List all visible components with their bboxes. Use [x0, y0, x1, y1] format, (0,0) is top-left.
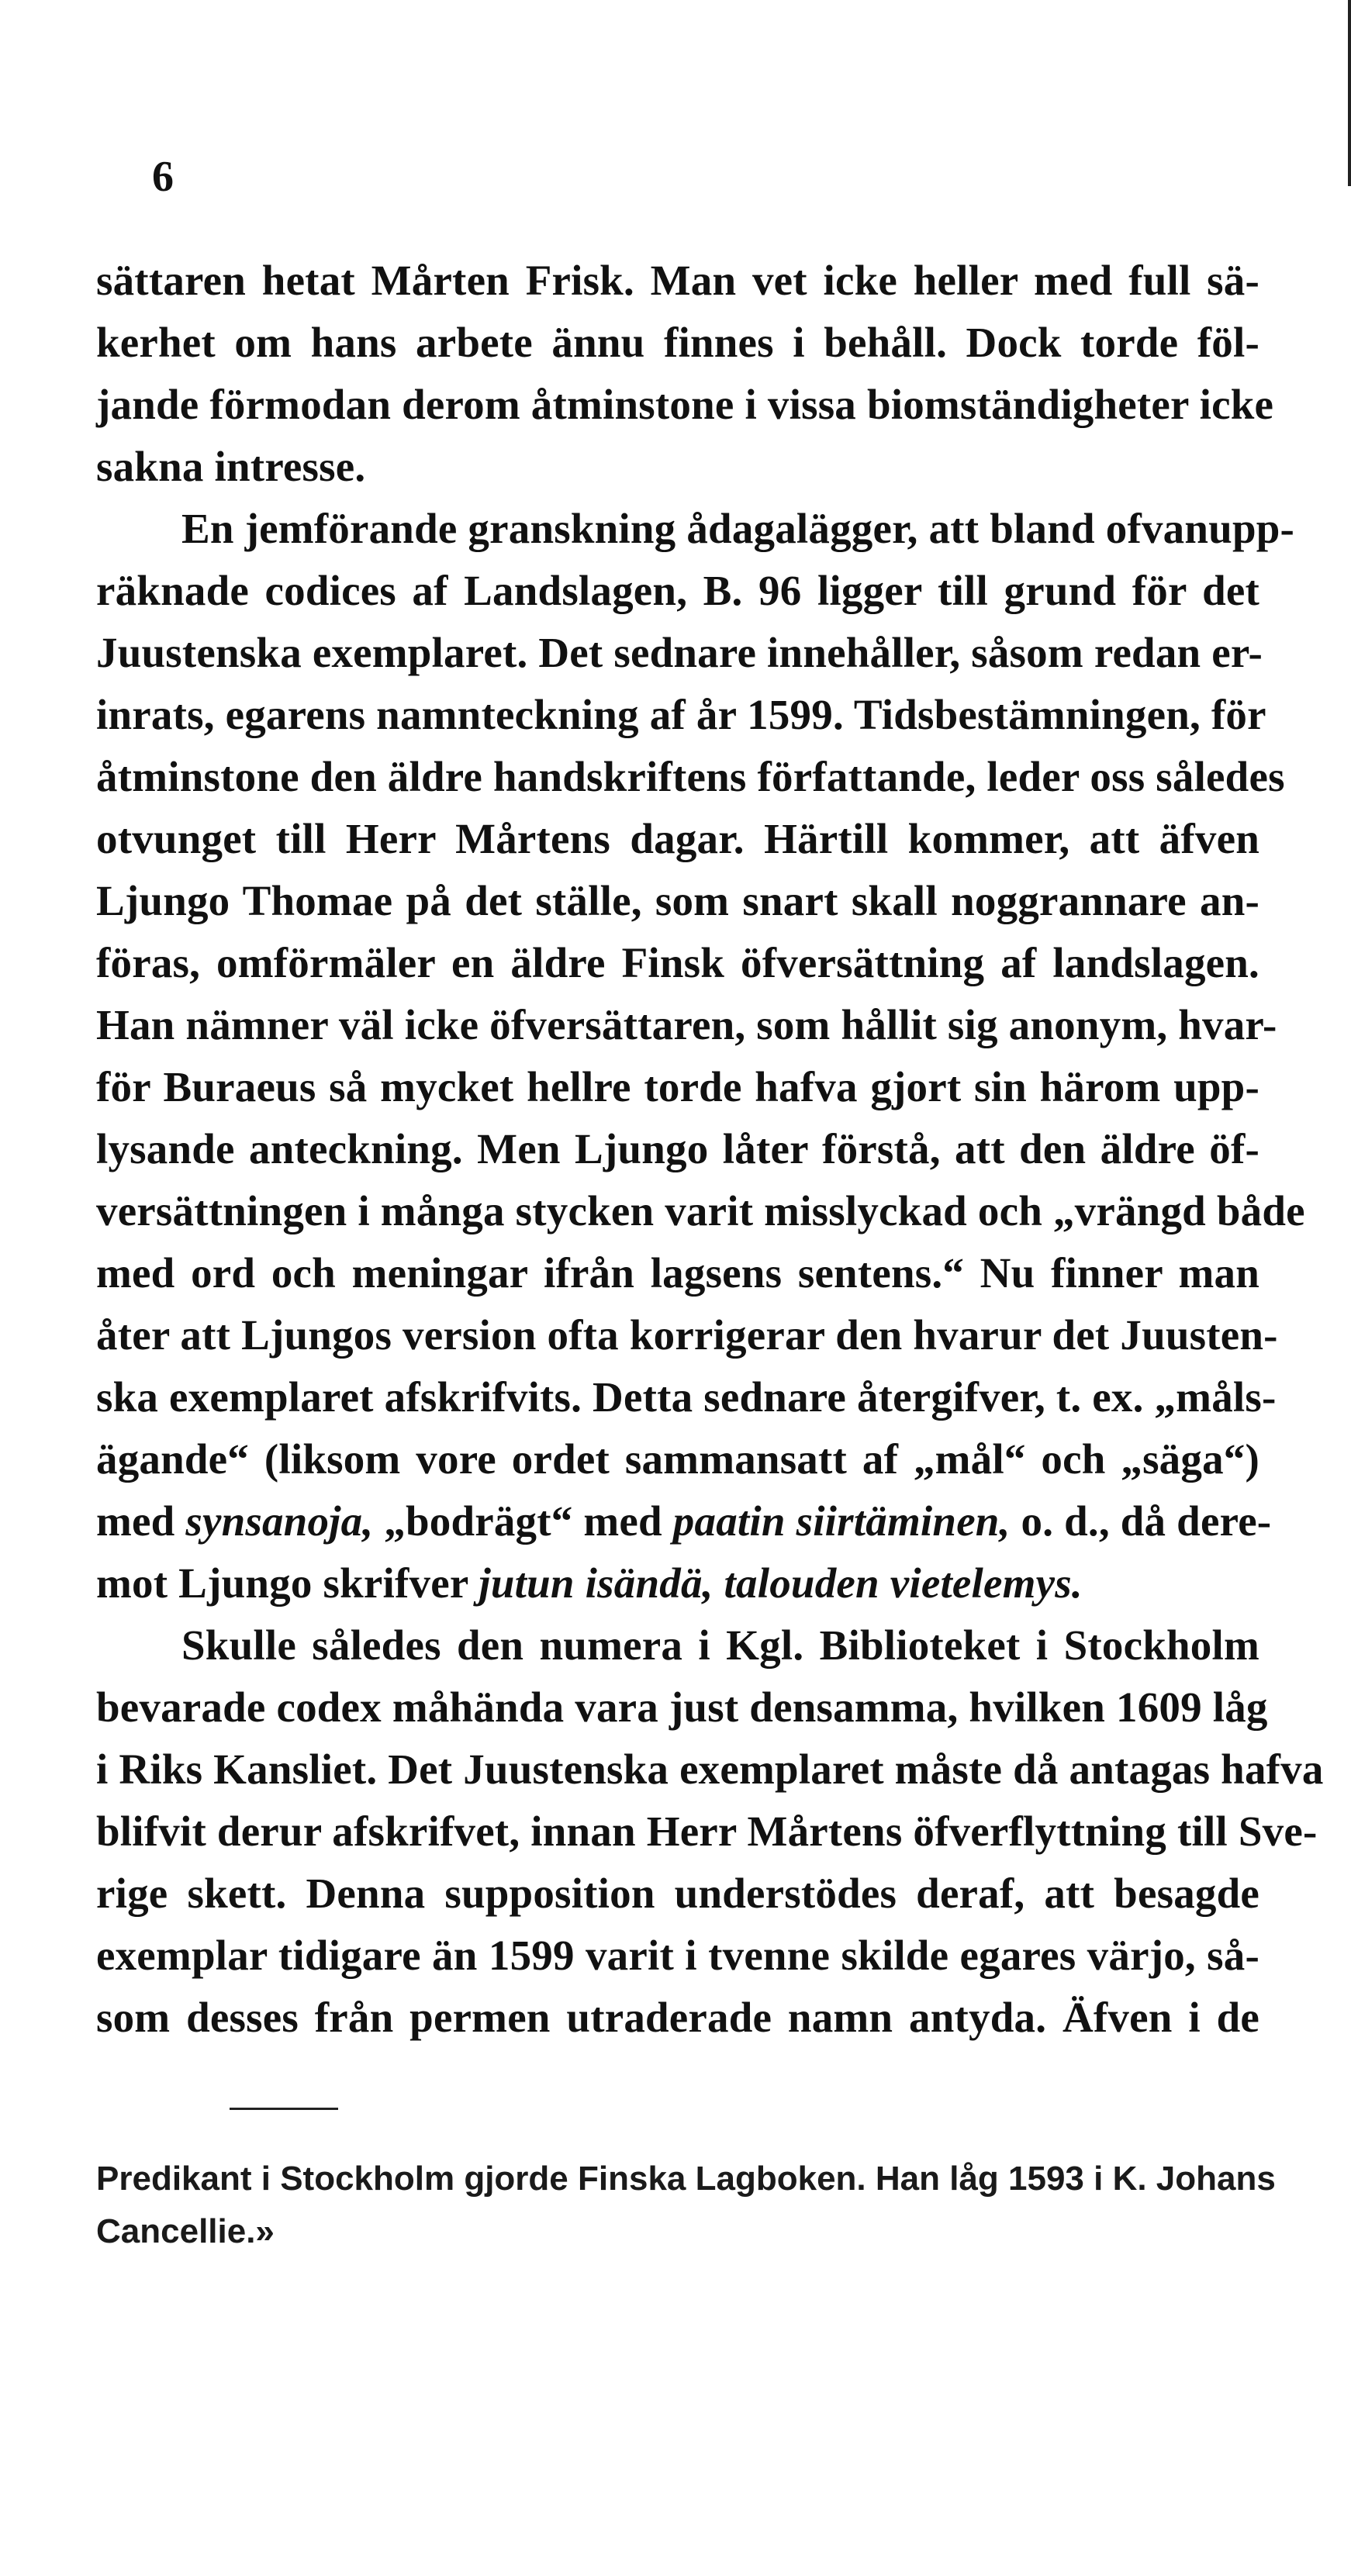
footnote-rule: [230, 2108, 338, 2110]
text-line: Skulle således den numera i Kgl. Biblioteket i Stockholm: [181, 1621, 1259, 1669]
text-line: Ljungo Thomae på det ställe, som snart skall noggrannare an-: [96, 877, 1259, 924]
text-line: kerhet om hans arbete ännu finnes i behåll. Dock torde föl-: [96, 319, 1259, 366]
text-line: åtminstone den äldre handskriftens författande, leder oss således: [96, 753, 1285, 800]
text-span: mot Ljungo skrifver: [96, 1559, 479, 1607]
text-line: ska exemplaret afskrifvits. Detta sednare återgifver, t. ex. „måls-: [96, 1373, 1277, 1421]
text-line: En jemförande granskning ådagalägger, att bland ofvanupp-: [181, 505, 1295, 552]
text-line: räknade codices af Landslagen, B. 96 ligger till grund för det: [96, 567, 1259, 614]
text-line: i Riks Kansliet. Det Juustenska exemplaret måste då antagas hafva: [96, 1746, 1324, 1793]
italic-term: paatin siirtäminen,: [672, 1497, 1011, 1545]
italic-term: synsanoja,: [185, 1497, 374, 1545]
text-span: o. d., då dere-: [1010, 1497, 1272, 1545]
text-line-mixed: [96, 1552, 1259, 1614]
text-line: Juustenska exemplaret. Det sednare innehåller, såsom redan er-: [96, 629, 1263, 676]
text-line: sättaren hetat Mårten Frisk. Man vet icke heller med full sä-: [96, 257, 1259, 304]
text-line: blifvit derur afskrifvet, innan Herr Mårtens öfverflyttning till Sve-: [96, 1808, 1318, 1855]
text-line: som desses från permen utraderade namn antyda. Äfven i de: [96, 1994, 1259, 2041]
italic-term: jutun isändä,: [479, 1559, 714, 1607]
text-span: „bodrägt“ med: [373, 1497, 673, 1545]
text-line: bevarade codex måhända vara just densamma, hvilken 1609 låg: [96, 1683, 1268, 1731]
footnote-line: Predikant i Stockholm gjorde Finska Lagboken. Han låg 1593 i K. Johans: [96, 2160, 1276, 2198]
text-line: exemplar tidigare än 1599 varit i tvenne skilde egares värjo, så-: [96, 1932, 1259, 1979]
text-span: med: [96, 1497, 186, 1545]
text-line: otvunget till Herr Mårtens dagar. Härtill kommer, att äfven: [96, 815, 1259, 862]
page-edge-line: [1348, 0, 1351, 186]
text-line: lysande anteckning. Men Ljungo låter förstå, att den äldre öf-: [96, 1125, 1259, 1172]
text-line: versättningen i många stycken varit misslyckad och „vrängd både: [96, 1187, 1305, 1234]
text-line: jande förmodan derom åtminstone i vissa biomständigheter icke: [96, 381, 1274, 428]
text-line-mixed: [96, 1490, 1272, 1552]
page-number: 6: [152, 153, 174, 201]
text-span: [714, 1559, 724, 1607]
text-line: inrats, egarens namnteckning af år 1599. Tidsbestämningen, för: [96, 691, 1266, 738]
text-line: för Buraeus så mycket hellre torde hafva gjort sin härom upp-: [96, 1063, 1259, 1110]
text-line: sakna intresse.: [96, 443, 366, 490]
text-line: rige skett. Denna supposition understödes deraf, att besagde: [96, 1870, 1259, 1917]
italic-term: talouden vietelemys.: [724, 1559, 1083, 1607]
text-line: åter att Ljungos version ofta korrigerar den hvarur det Juusten-: [96, 1311, 1278, 1359]
text-line: med ord och meningar ifrån lagsens sentens.“ Nu finner man: [96, 1249, 1259, 1297]
footnote-line: Cancellie.»: [96, 2212, 275, 2250]
text-line: ägande“ (liksom vore ordet sammansatt af „mål“ och „säga“): [96, 1435, 1259, 1483]
text-line: föras, omförmäler en äldre Finsk öfversättning af landslagen.: [96, 939, 1259, 986]
text-line: Han nämner väl icke öfversättaren, som hållit sig anonym, hvar-: [96, 1001, 1277, 1048]
